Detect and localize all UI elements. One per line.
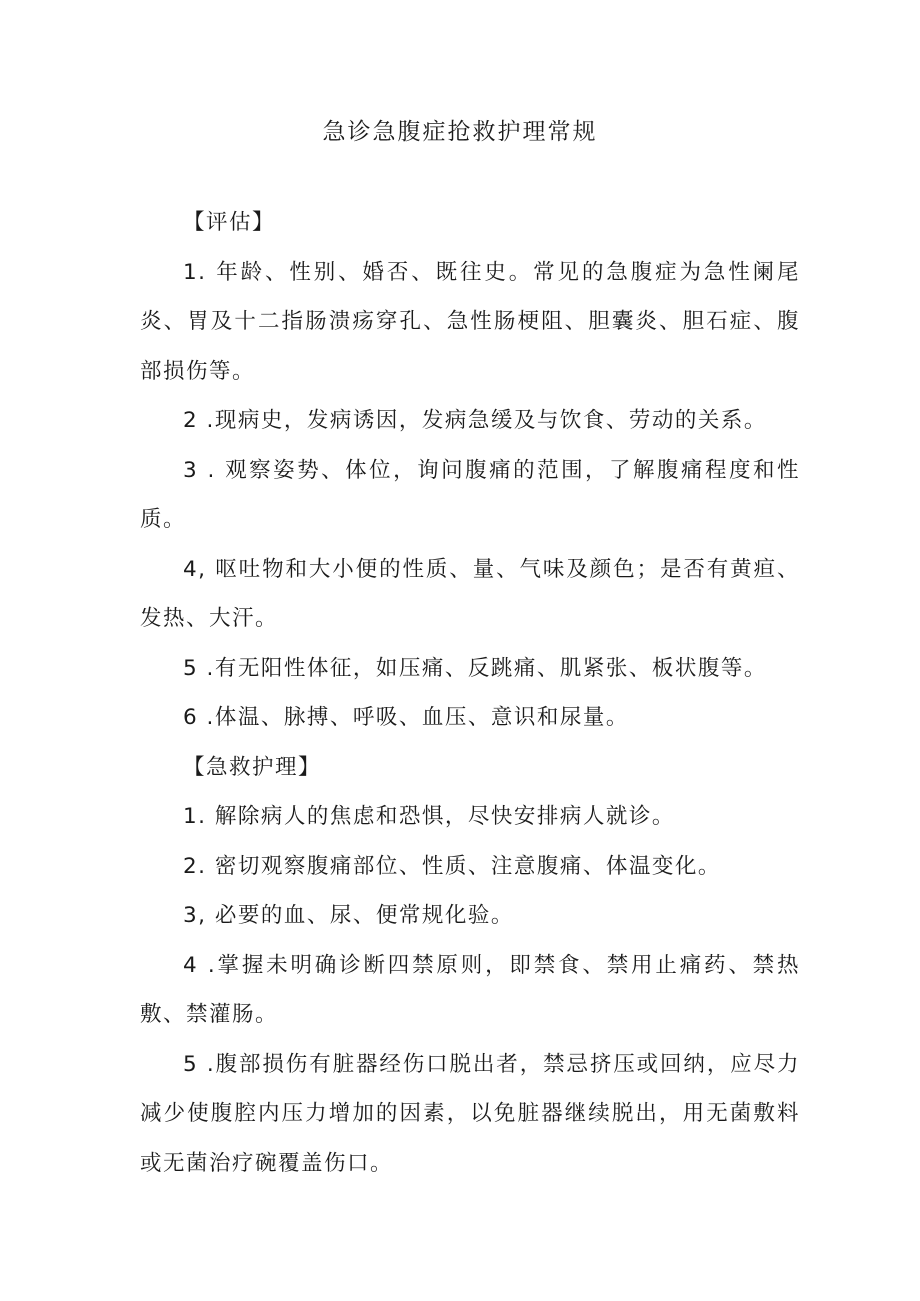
assessment-item-5: 5 .有无阳性体征，如压痛、反跳痛、肌紧张、板状腹等。 [183,655,767,681]
document-body [140,198,800,1188]
emergency-care-item-5: 5 .腹部损伤有脏器经伤口脱出者，禁忌挤压或回纳，应尽力减少使腹腔内压力增加的因素，以免脏器继续脱出，用无菌敷料或无菌治疗碗覆盖伤口。 [140,1051,800,1176]
section-heading-assessment: 【评估】 [183,210,276,235]
assessment-item-4: 4, 呕吐物和大小便的性质、量、气味及颜色；是否有黄疸、发热、大汗。 [140,556,800,631]
assessment-item-3: 3 . 观察姿势、体位，询问腹痛的范围，了解腹痛程度和性质。 [140,457,800,532]
assessment-item-1: 1. 年龄、性别、婚否、既往史。常见的急腹症为急性阑尾炎、胃及十二指肠溃疡穿孔、急性肠梗阻、胆囊炎、胆石症、腹部损伤等。 [140,259,800,384]
emergency-care-item-1: 1. 解除病人的焦虑和恐惧，尽快安排病人就诊。 [183,804,675,829]
assessment-item-2: 2 .现病史，发病诱因，发病急缓及与饮食、劳动的关系。 [183,408,767,433]
section-heading-emergency-care: 【急救护理】 [183,754,322,780]
assessment-item-6: 6 .体温、脉搏、呼吸、血压、意识和尿量。 [183,705,629,730]
emergency-care-item-4: 4 .掌握未明确诊断四禁原则，即禁食、禁用止痛药、禁热敷、禁灌肠。 [140,952,800,1027]
emergency-care-item-3: 3, 必要的血、尿、便常规化验。 [183,903,514,928]
emergency-care-item-2: 2. 密切观察腹痛部位、性质、注意腹痛、体温变化。 [183,853,721,879]
page-title: 急诊急腹症抢救护理常规 [322,119,598,145]
